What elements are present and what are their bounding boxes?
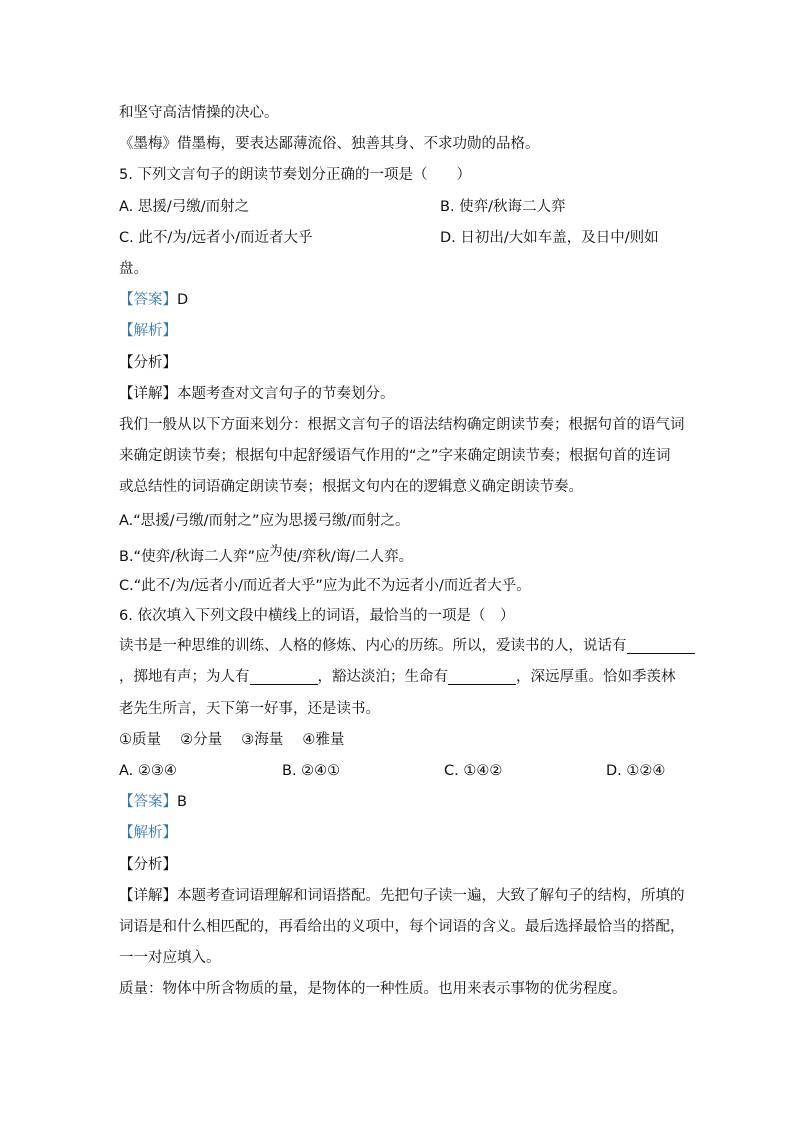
q5-paragraph-line-2: 来确定朗读节奏；根据句中起舒缓语气作用的“之”字来确定朗读节奏；根据句首的连词 xyxy=(119,448,671,465)
q5-options-row-2 xyxy=(119,223,679,254)
q6-word-choices: ①质量 ②分量 ③海量 ④雅量 xyxy=(119,731,345,748)
q5-option-c: C. 此不/为/远者小/而近者大乎 xyxy=(119,229,313,246)
q6-zhiliang-definition: 质量：物体中所含物质的量，是物体的一种性质。也用来表示事物的优劣程度。 xyxy=(119,981,627,998)
fill-blank-1 xyxy=(627,635,695,654)
q6-fenxi: 【分析】 xyxy=(119,856,177,873)
answer-tag: 【答案】 xyxy=(119,292,177,309)
q6-detail-line-1 xyxy=(119,881,685,912)
q6-paragraph-line-2 xyxy=(119,662,679,693)
detail-text: 本题考查词语理解和词语搭配。先把句子读一遍，大致了解句子的结构，所填的 xyxy=(177,887,685,904)
detail-text: 本题考查对文言句子的节奏划分。 xyxy=(177,385,395,402)
q6-detail-line-3: 一一对应填入。 xyxy=(119,950,221,967)
q6-question: 6. 依次填入下列文段中横线上的词语，最恰当的一项是（ ） xyxy=(119,608,515,624)
q5-paragraph-line-1: 我们一般从以下方面来划分：根据文言句子的语法结构确定朗读节奏；根据句首的语气词 xyxy=(119,416,685,433)
q6-option-c: C. ①④② xyxy=(444,762,503,779)
answer-value: D xyxy=(177,292,189,309)
q6-detail-line-2: 词语是和什么相匹配的，再看给出的义项中，每个词语的含义。最后选择最恰当的搭配， xyxy=(119,918,685,935)
document-page xyxy=(119,98,685,1002)
fill-blank-3 xyxy=(448,666,516,685)
q5-question: 5. 下列文言句子的朗读节奏划分正确的一项是（ ） xyxy=(119,167,471,184)
q6-option-a: A. ②③④ xyxy=(119,762,177,779)
q5-fenxi: 【分析】 xyxy=(119,354,177,371)
q5-detail xyxy=(119,379,679,410)
q6-option-d: D. ①②④ xyxy=(606,762,666,779)
q5-option-b: B. 使弈/秋诲二人弈 xyxy=(440,198,566,215)
detail-tag: 【详解】 xyxy=(119,887,177,904)
q6-text-2c: ，深远厚重。恰如季羡林 xyxy=(516,669,676,686)
q6-paragraph-line-3: 老先生所言，天下第一好事，还是读书。 xyxy=(119,700,380,717)
q5-explain-c: C.“此不/为/远者小/而近者大乎”应为此不为远者小/而近者大乎。 xyxy=(119,577,531,594)
fill-blank-2 xyxy=(250,666,318,685)
q6-answer xyxy=(119,787,679,818)
q6-text-2b: ，豁达淡泊；生命有 xyxy=(317,669,448,686)
q5-explain-b xyxy=(119,542,679,573)
q6-analysis-tag: 【解析】 xyxy=(119,825,177,842)
answer-value: B xyxy=(177,794,187,811)
q6-option-b: B. ②④① xyxy=(282,762,341,779)
q6-text-1: 读书是一种思维的训练、人格的修炼、内心的历练。所以，爱读书的人，说话有 xyxy=(119,638,627,655)
q5-analysis-tag: 【解析】 xyxy=(119,323,177,340)
explain-b-sup: 为 xyxy=(269,543,283,559)
prev-text-line-2: 《墨梅》借墨梅，要表达鄙薄流俗、独善其身、不求功勋的品格。 xyxy=(119,136,540,153)
q6-paragraph-line-1 xyxy=(119,631,679,662)
explain-b-pre: B.“使弈/秋诲二人弈”应 xyxy=(119,548,270,565)
q5-option-d: D. 日初出/大如车盖，及日中/则如 xyxy=(440,229,659,246)
q5-option-a: A. 思援/弓缴/而射之 xyxy=(119,198,250,215)
explain-b-post: 使/弈秋/诲/二人弈。 xyxy=(282,548,414,565)
q6-options-row xyxy=(119,756,679,787)
prev-text-line-1: 和坚守高洁情操的决心。 xyxy=(119,105,279,121)
q5-options-row-1 xyxy=(119,192,679,223)
q5-answer xyxy=(119,285,679,316)
detail-tag: 【详解】 xyxy=(119,385,177,402)
q6-text-2a: ，掷地有声；为人有 xyxy=(119,669,250,686)
q5-option-d-cont: 盘。 xyxy=(119,260,148,277)
q5-explain-a: A.“思援/弓缴/而射之”应为思援弓缴/而射之。 xyxy=(119,513,410,530)
q5-paragraph-line-3: 或总结性的词语确定朗读节奏；根据文句内在的逻辑意义确定朗读节奏。 xyxy=(119,479,583,496)
answer-tag: 【答案】 xyxy=(119,794,177,811)
